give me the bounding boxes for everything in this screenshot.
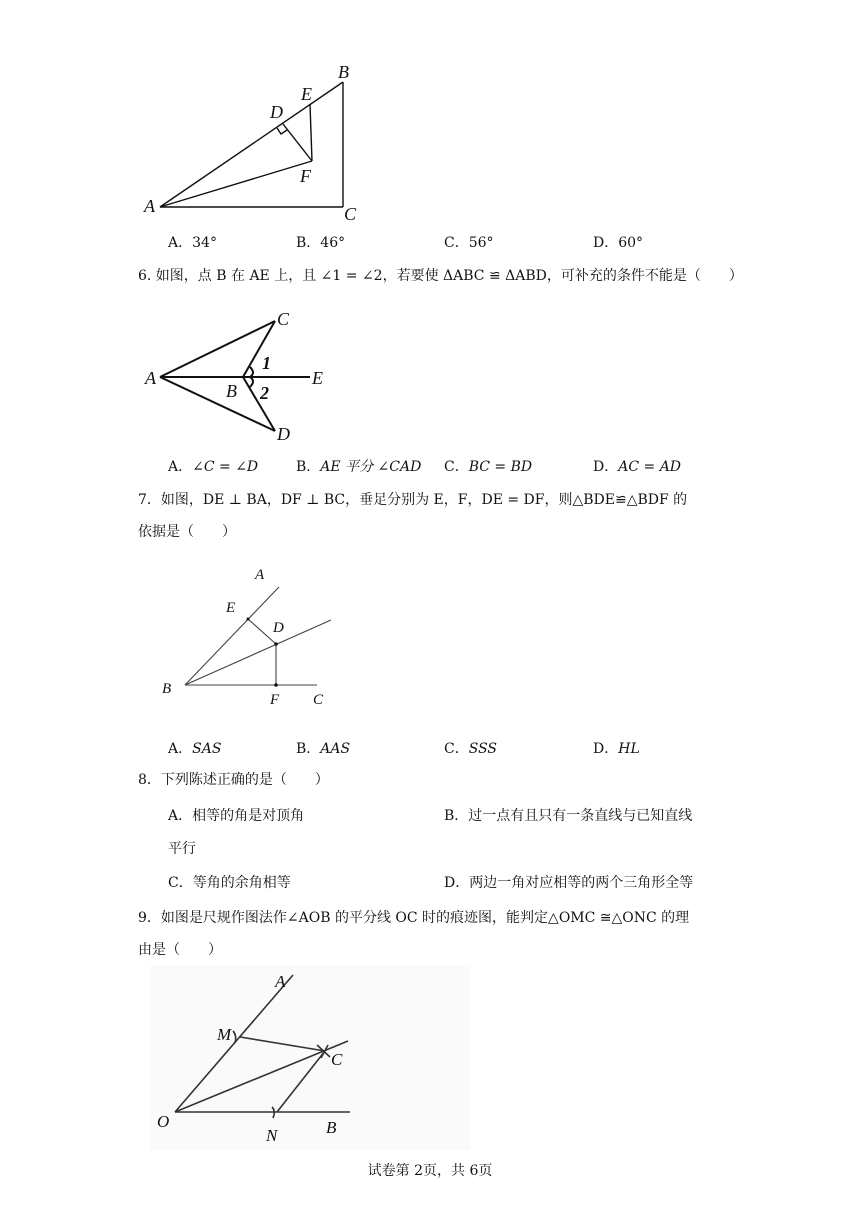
- page-footer: 试卷第 2页，共 6页: [367, 1163, 493, 1179]
- q5-label-B: B: [338, 62, 349, 82]
- q6-label-A: A: [145, 368, 156, 388]
- q9-label-N: N: [266, 1126, 278, 1145]
- q5-label-F: F: [300, 166, 311, 186]
- q7-figure: [155, 560, 355, 710]
- q6-label-2: 2: [260, 383, 269, 403]
- q5-label-C: C: [344, 204, 357, 224]
- q6-label-1: 1: [262, 353, 271, 373]
- q7-label-D: D: [273, 620, 284, 636]
- q7-option-b[interactable]: B．AAS: [296, 741, 351, 757]
- q8-option-d[interactable]: D．两边一角对应相等的两个三角形全等: [444, 875, 694, 891]
- q8-option-c[interactable]: C．等角的余角相等: [168, 875, 291, 891]
- q6-stem: 6. 如图，点 B 在 AE 上，且 ∠1 = ∠2，若要使 ΔABC ≌ ΔABD，可补充的条件不能是（ ）: [138, 268, 743, 284]
- q6-option-b[interactable]: B．AE 平分 ∠CAD: [296, 459, 422, 475]
- q6-label-C: C: [277, 309, 290, 329]
- q6-option-a[interactable]: A．∠C = ∠D: [168, 459, 259, 475]
- q8-option-b-cont: 平行: [168, 841, 196, 857]
- q5-figure: [140, 60, 370, 225]
- q7-label-E: E: [226, 600, 236, 616]
- q7-option-d[interactable]: D．HL: [593, 741, 640, 757]
- q7-option-a[interactable]: A．SAS: [168, 741, 222, 757]
- q7-label-F: F: [270, 692, 280, 708]
- q9-figure: [145, 965, 475, 1155]
- q6-label-D: D: [277, 424, 290, 444]
- q7-option-c[interactable]: C．SSS: [444, 741, 497, 757]
- q8-option-a[interactable]: A．相等的角是对顶角: [168, 808, 305, 824]
- q6-label-B: B: [226, 381, 237, 401]
- q6-figure: [140, 305, 340, 445]
- q5-label-E: E: [301, 84, 312, 104]
- q8-option-b[interactable]: B．过一点有且只有一条直线与已知直线: [444, 808, 693, 824]
- q7-stem-line1: 7．如图，DE ⊥ BA，DF ⊥ BC，垂足分别为 E，F，DE = DF，则△BDE≌△BDF 的: [138, 492, 688, 508]
- q5-option-b[interactable]: B．46°: [296, 235, 346, 251]
- q8-stem: 8．下列陈述正确的是（ ）: [138, 772, 329, 788]
- q5-label-D: D: [270, 102, 283, 122]
- q9-label-M: M: [217, 1025, 232, 1044]
- q6-label-E: E: [312, 368, 323, 388]
- q9-label-C: C: [331, 1050, 343, 1069]
- q7-stem-line2: 依据是（ ）: [138, 524, 236, 540]
- q9-label-O: O: [157, 1112, 170, 1131]
- q7-label-A: A: [255, 567, 265, 583]
- q9-label-B: B: [326, 1118, 337, 1137]
- q6-option-d[interactable]: D．AC = AD: [593, 459, 682, 475]
- q9-label-A: A: [275, 972, 286, 991]
- q7-label-B: B: [162, 681, 172, 697]
- q5-option-d[interactable]: D．60°: [593, 235, 644, 251]
- q5-option-c[interactable]: C．56°: [444, 235, 494, 251]
- q9-stem-line1: 9．如图是尺规作图法作∠AOB 的平分线 OC 时的痕迹图，能判定△OMC ≅△ONC 的理: [138, 910, 690, 926]
- q7-label-C: C: [313, 692, 324, 708]
- q6-option-c[interactable]: C．BC = BD: [444, 459, 533, 475]
- q5-option-a[interactable]: A．34°: [168, 235, 217, 251]
- q9-stem-line2: 由是（ ）: [138, 942, 222, 958]
- q5-label-A: A: [144, 196, 155, 216]
